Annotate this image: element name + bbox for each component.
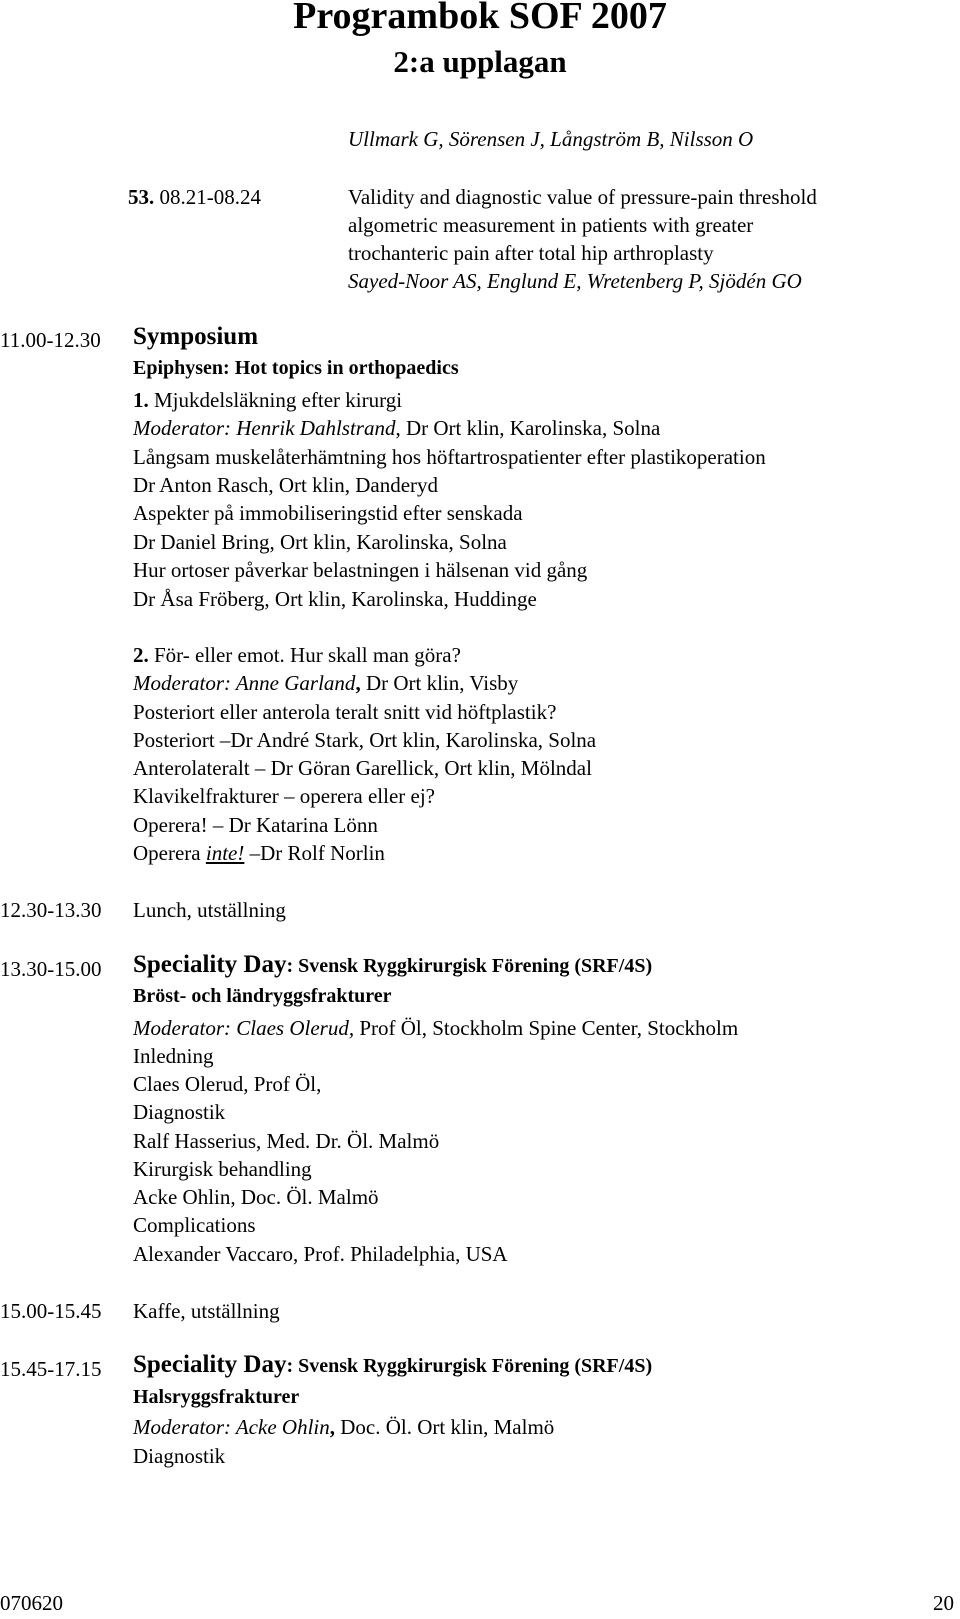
program-line: Complications xyxy=(133,1213,256,1237)
program-line: Klavikelfrakturer – operera eller ej? xyxy=(133,784,435,808)
item-authors: Sayed-Noor AS, Englund E, Wretenberg P, Sjödén GO xyxy=(348,269,802,293)
program-line: Dr Anton Rasch, Ort klin, Danderyd xyxy=(133,473,439,497)
moderator-name: Moderator: Acke Ohlin xyxy=(133,1415,330,1439)
session-heading xyxy=(133,1351,652,1379)
session-text: Kaffe, utställning xyxy=(133,1299,280,1323)
program-line: Operera! – Dr Katarina Lönn xyxy=(133,813,378,837)
page-title: Programbok SOF 2007 xyxy=(293,0,667,37)
program-line: Inledning xyxy=(133,1044,214,1068)
session-time: 15.00-15.45 xyxy=(0,1299,102,1323)
session-heading-rest: : Svensk Ryggkirurgisk Förening (SRF/4S) xyxy=(286,955,653,977)
program-line: Diagnostik xyxy=(133,1444,226,1468)
session-subheading: Epiphysen: Hot topics in orthopaedics xyxy=(133,357,459,379)
program-line: Dr Daniel Bring, Ort klin, Karolinska, Solna xyxy=(133,530,507,554)
moderator-name: Moderator: Claes Olerud, xyxy=(133,1016,355,1040)
session-heading xyxy=(133,951,652,979)
item-title-line: trochanteric pain after total hip arthroplasty xyxy=(348,241,714,265)
moderator-affiliation: Dr Ort klin, Visby xyxy=(360,671,519,695)
moderator-name: Moderator: Anne Garland xyxy=(133,671,356,695)
page-subtitle: 2:a upplagan xyxy=(393,44,567,79)
session-time: 15.45-17.15 xyxy=(0,1357,102,1381)
moderator-line xyxy=(133,1014,738,1042)
item-time: 08.21-08.24 xyxy=(159,185,261,209)
moderator-line xyxy=(133,414,660,442)
session-heading-main: Speciality Day xyxy=(133,951,287,978)
program-line: Posteriort –Dr André Stark, Ort klin, Karolinska, Solna xyxy=(133,728,597,752)
program-line: Dr Åsa Fröberg, Ort klin, Karolinska, Huddinge xyxy=(133,587,537,611)
moderator-affiliation: Prof Öl, Stockholm Spine Center, Stockholm xyxy=(354,1016,739,1040)
item-number-label: 53. xyxy=(128,185,155,209)
program-line: Aspekter på immobiliseringstid efter senskada xyxy=(133,501,523,525)
program-line-prefix: Operera xyxy=(133,841,206,865)
part-title xyxy=(133,386,402,414)
page-number: 20 xyxy=(933,1591,954,1615)
moderator-line xyxy=(133,1413,554,1441)
part-title-text: För- eller emot. Hur skall man göra? xyxy=(154,643,461,667)
moderator-affiliation: , Dr Ort klin, Karolinska, Solna xyxy=(395,416,661,440)
part-title xyxy=(133,641,461,669)
program-line: Kirurgisk behandling xyxy=(133,1157,312,1181)
session-subheading: Halsryggsfrakturer xyxy=(133,1386,300,1408)
moderator-name: Moderator: Henrik Dahlstrand xyxy=(133,416,396,440)
program-line: Anterolateralt – Dr Göran Garellick, Ort klin, Mölndal xyxy=(133,756,592,780)
previous-authors: Ullmark G, Sörensen J, Långström B, Nilsson O xyxy=(348,127,754,151)
moderator-affiliation: Doc. Öl. Ort klin, Malmö xyxy=(334,1415,555,1439)
program-line-suffix: –Dr Rolf Norlin xyxy=(244,841,385,865)
program-line: Diagnostik xyxy=(133,1100,226,1124)
program-line: Hur ortoser påverkar belastningen i hälsenan vid gång xyxy=(133,558,588,582)
item-title-line: Validity and diagnostic value of pressure-pain threshold xyxy=(348,185,817,209)
program-line-emphasis: inte! xyxy=(205,841,245,865)
program-line: Ralf Hasserius, Med. Dr. Öl. Malmö xyxy=(133,1129,440,1153)
program-line: Posteriort eller anterola teralt snitt vid höftplastik? xyxy=(133,700,557,724)
part-title-text: Mjukdelsläkning efter kirurgi xyxy=(154,388,403,412)
session-time: 13.30-15.00 xyxy=(0,957,102,981)
session-heading: Symposium xyxy=(133,323,259,350)
session-time: 12.30-13.30 xyxy=(0,898,102,922)
program-line: Alexander Vaccaro, Prof. Philadelphia, USA xyxy=(133,1242,508,1266)
moderator-comma: , xyxy=(355,671,361,695)
program-line xyxy=(133,839,385,867)
footer-date: 070620 xyxy=(0,1591,63,1615)
program-line: Claes Olerud, Prof Öl, xyxy=(133,1072,322,1096)
part-number: 2. xyxy=(133,643,149,667)
session-subheading: Bröst- och ländryggsfrakturer xyxy=(133,985,392,1007)
session-heading-main: Speciality Day xyxy=(133,1351,287,1378)
item-title-line: algometric measurement in patients with greater xyxy=(348,213,754,237)
part-number: 1. xyxy=(133,388,149,412)
moderator-line xyxy=(133,669,518,697)
session-text: Lunch, utställning xyxy=(133,898,286,922)
program-line: Långsam muskelåterhämtning hos höftartrospatienter efter plastikoperation xyxy=(133,445,766,469)
session-heading-rest: : Svensk Ryggkirurgisk Förening (SRF/4S) xyxy=(286,1355,653,1377)
program-line: Acke Ohlin, Doc. Öl. Malmö xyxy=(133,1185,379,1209)
item-number xyxy=(128,183,261,211)
moderator-comma: , xyxy=(329,1415,335,1439)
session-time: 11.00-12.30 xyxy=(0,328,101,352)
